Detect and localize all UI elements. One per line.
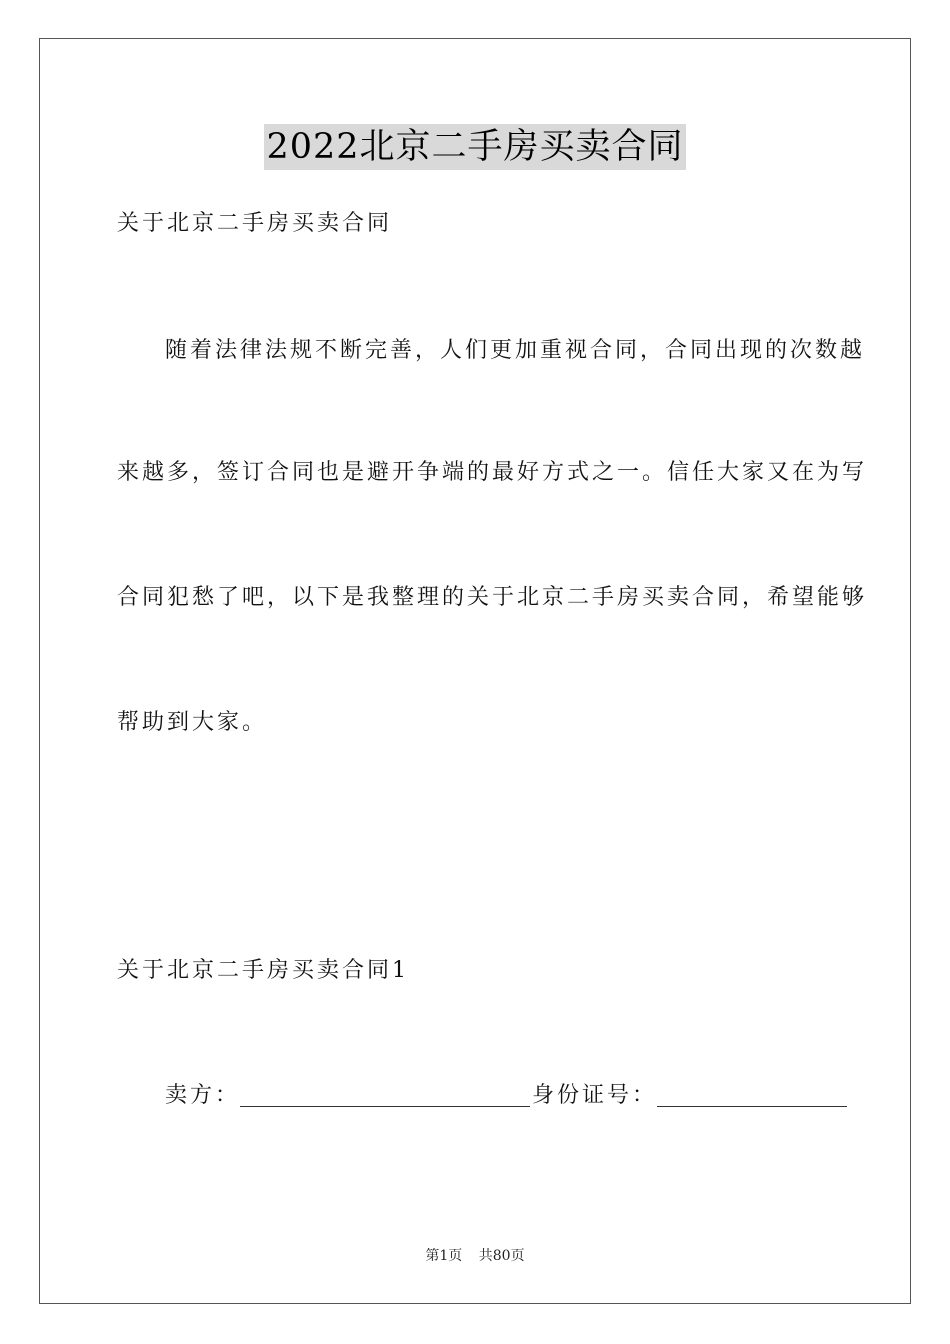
intro-line-3: 合同犯愁了吧，以下是我整理的关于北京二手房买卖合同，希望能够 xyxy=(117,585,868,610)
id-number-label: 身份证号： xyxy=(532,1083,658,1108)
intro-line-2: 来越多，签订合同也是避开争端的最好方式之一。信任大家又在为写 xyxy=(117,460,868,485)
page-number-current: 第1页 xyxy=(425,1248,463,1264)
id-number-blank[interactable] xyxy=(657,1084,847,1107)
page-number-total: 共80页 xyxy=(478,1248,525,1264)
page-footer xyxy=(0,1246,950,1266)
seller-name-blank[interactable] xyxy=(240,1084,530,1107)
seller-field-row xyxy=(165,1081,849,1111)
document-subtitle: 关于北京二手房买卖合同 xyxy=(117,211,393,236)
document-title: 2022北京二手房买卖合同 xyxy=(264,124,685,170)
section-heading: 关于北京二手房买卖合同1 xyxy=(117,958,409,983)
intro-line-4: 帮助到大家。 xyxy=(117,710,268,735)
seller-label: 卖方： xyxy=(165,1083,241,1108)
title-container xyxy=(0,124,950,170)
intro-line-1: 随着法律法规不断完善，人们更加重视合同，合同出现的次数越 xyxy=(165,338,866,363)
